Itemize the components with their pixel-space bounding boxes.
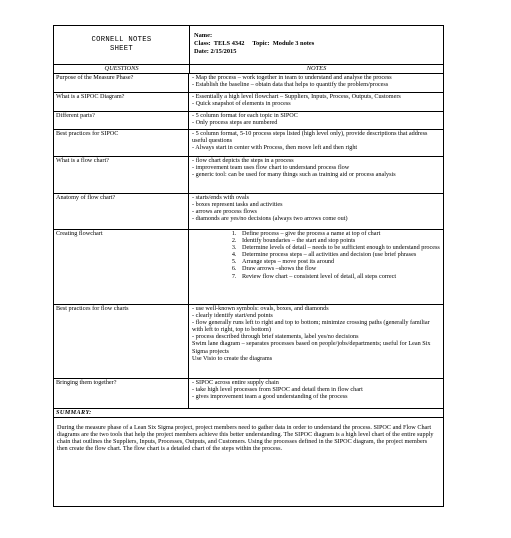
flowchart-step: 2. Identify boundaries – the start and stop points (238, 237, 441, 244)
question-cell: Different parts? (54, 112, 189, 129)
cornell-notes-sheet (53, 25, 444, 507)
table-row (54, 112, 443, 130)
note-line: - flow generally runs left to right and top to bottom; minimize crossing paths (generally familiar with left to right, top to bottom) (192, 319, 430, 334)
note-line: Swim lane diagram – separates processes based on people/jobs/departments; useful for Lean Six Sigma projects (192, 340, 431, 355)
table-row (54, 230, 443, 305)
table-row (54, 157, 443, 194)
note-line: - Establish the baseline – obtain data that helps to quantify the problem/process (192, 81, 389, 89)
notes-cell (189, 130, 443, 156)
note-line: - boxes represent tasks and activities (192, 201, 283, 209)
question-cell: Bringing them together? (54, 379, 189, 408)
title-line-1: CORNELL NOTES (91, 36, 152, 44)
flowchart-step: 7. Review flow chart – consistent level of detail, all steps correct (238, 273, 441, 280)
table-row (54, 194, 443, 230)
note-line: - flow chart depicts the steps in a process (192, 157, 294, 164)
notes-cell (189, 379, 443, 408)
note-line: - clearly identify start/end points (192, 312, 273, 320)
sheet-title (54, 26, 190, 64)
note-line: - improvement team uses flow chart to understand process flow (192, 164, 350, 172)
note-line: - Quick snapshot of elements in process (192, 100, 291, 108)
notes-cell (189, 194, 443, 229)
table-row (54, 379, 443, 409)
note-line: - process described through brief statements, label yes/no decisions (192, 333, 359, 341)
note-line: - 5 column format, 5-10 process steps listed (high level only), provide descriptions that address useful questions (192, 130, 428, 145)
question-cell: Best practices for flow charts (54, 305, 189, 378)
flowchart-step: 1. Define process – give the process a name at top of chart (238, 230, 441, 237)
notes-cell (189, 157, 443, 193)
summary-heading: SUMMARY: (54, 409, 443, 418)
note-line: - gives improvement team a good understanding of the process (192, 393, 348, 401)
column-headers (54, 65, 443, 74)
note-line: - take high level processes from SIPOC and detail them in flow chart (192, 386, 363, 394)
note-line: - starts/ends with ovals (192, 194, 249, 201)
note-line: - Always start in center with Process, then move left and then right (192, 144, 358, 152)
question-cell: What is a SIPOC Diagram? (54, 93, 189, 111)
flowchart-step: 6. Draw arrows –shows the flow (238, 265, 441, 272)
summary-text: During the measure phase of a Lean Six Sigma project, project members need to gather data in order to understand the process. SIPOC and Flow Chart diagrams are the two tools that help the project members achieve this better understanding. The SIPOC diagram is a high level chart of the entire supply chain that outlines the Suppliers, Inputs, Processes, Outputs, and Customers. Using the processes defined in the SIPOC diagram, the project members then create the flow chart. The flow chart is a detailed chart of the steps within the process. (57, 424, 434, 453)
note-line: - Only process steps are numbered (192, 119, 278, 127)
student-meta (190, 26, 314, 64)
note-line: - SIPOC across entire supply chain (192, 379, 279, 386)
title-line-2: SHEET (109, 45, 134, 53)
question-cell: Best practices for SIPOC (54, 130, 189, 156)
summary-section (54, 409, 443, 452)
table-row (54, 74, 443, 93)
notes-cell (189, 230, 443, 304)
note-line: - arrows are process flows (192, 208, 257, 216)
note-line: - generic tool: can be used for many things such as training aid or process analysis (192, 171, 396, 179)
flowchart-steps-list (192, 230, 441, 280)
notes-cell (189, 112, 443, 129)
date-line: Date: 2/15/2015 (194, 48, 237, 55)
question-cell: Creating flowchart (54, 230, 189, 304)
class-topic-line: Class: TELS 4342 Topic: Module 3 notes (194, 40, 315, 47)
question-cell: Anatomy of flow chart? (54, 194, 189, 229)
question-cell: Purpose of the Measure Phase? (54, 74, 189, 92)
questions-header: QUESTIONS (54, 65, 190, 73)
flowchart-step: 3. Determine levels of detail – needs to be sufficient enough to understand process (238, 244, 441, 251)
note-line: - 5 column format for each topic in SIPOC (192, 112, 298, 119)
notes-cell (189, 93, 443, 111)
sheet-header (54, 26, 443, 65)
note-line: - Essentially a high level flowchart – Suppliers, Inputs, Process, Outputs, Customers (192, 93, 401, 100)
question-cell: What is a flow chart? (54, 157, 189, 193)
table-row (54, 130, 443, 157)
notes-cell (189, 74, 443, 92)
note-line: - use well-known symbols: ovals, boxes, and diamonds (192, 305, 329, 312)
table-row (54, 93, 443, 112)
note-line: - diamonds are yes/no decisions (always two arrows come out) (192, 215, 348, 223)
note-line: - Map the process – work together in team to understand and analyse the process (192, 74, 392, 81)
flowchart-step: 4. Determine process steps – all activities and decision (use brief phrases (238, 251, 441, 258)
notes-table (54, 74, 443, 409)
flowchart-step: 5. Arrange steps – move post its around (238, 258, 441, 265)
name-label: Name: (194, 32, 213, 39)
notes-header: NOTES (306, 65, 327, 72)
table-row (54, 305, 443, 379)
note-line: Use Visio to create the diagrams (192, 354, 273, 362)
notes-cell (189, 305, 443, 378)
